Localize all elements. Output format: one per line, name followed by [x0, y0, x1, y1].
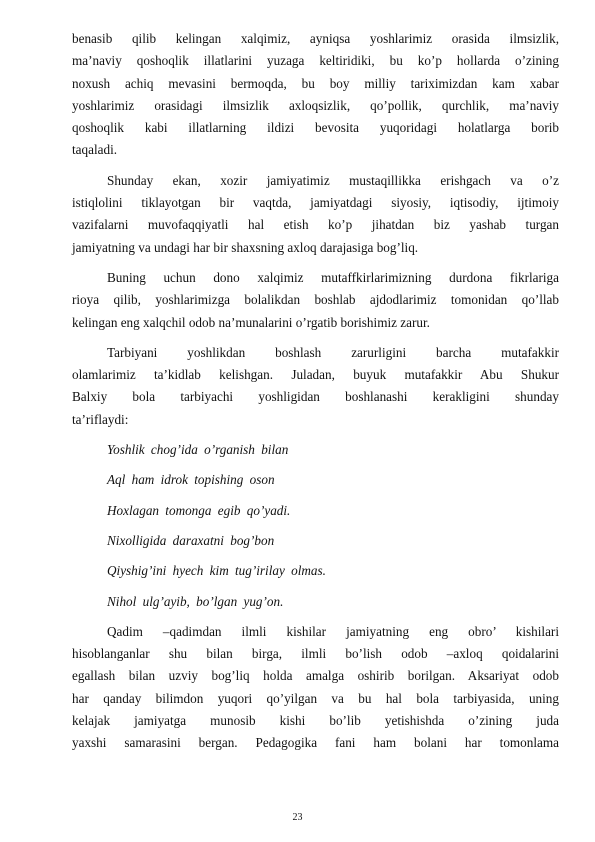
text-line: Buning uchun dono xalqimiz mutaffkirlarimizning durdona fikrlariga: [107, 269, 559, 285]
text-line: har qanday bilimdon yuqori qo’yilgan va bu hal bola tarbiyasida, uning: [72, 690, 559, 706]
text-line: yaxshi samarasini bergan. Pedagogika fani ham bolani har tomonlama: [72, 735, 559, 751]
paragraph-5: [72, 621, 559, 755]
text-line: rioya qilib, yoshlarimizga bolalikdan boshlab ajdodlarimiz tomonidan qo’llab: [72, 292, 559, 308]
text-line: olamlarimiz ta’kidlab kelishgan. Juladan, buyuk mutafakkir Abu Shukur: [72, 367, 559, 383]
text-line: benasib qilib kelingan xalqimiz, ayniqsa yoshlarimiz orasida ilmsizlik,: [72, 31, 559, 46]
text-line: Balxiy bola tarbiyachi yoshligidan boshlanashi kerakligini shunday: [72, 389, 559, 405]
verse-line: Yoshlik chog’ida o’rganish bilan: [107, 442, 289, 458]
text-line: Qadim –qadimdan ilmli kishilar jamiyatning eng obro’ kishilari: [107, 623, 559, 639]
text-line: yoshlarimiz orasidagi ilmsizlik axloqsizlik, qo’pollik, qurchlik, ma’naviy: [72, 97, 559, 113]
poem-quote: [72, 439, 559, 613]
text-line: qoshoqlik kabi illatlarning ildizi bevosita yuqoridagi holatlarga borib: [72, 120, 559, 136]
paragraph-4: [72, 342, 559, 431]
verse-line: Nixolligida daraxatni bog’bon: [107, 532, 275, 548]
text-line: noxush achiq mevasini bermoqda, bu boy milliy tariximizdan kam xabar: [72, 75, 559, 91]
text-line: istiqlolini tiklayotgan bir vaqtda, jamiyatdagi siyosiy, iqtisodiy, ijtimoiy: [72, 195, 559, 211]
document-page: [72, 28, 559, 763]
text-line: taqaladi.: [72, 142, 118, 158]
text-line: egallash bilan uzviy bog’liq holda amalga oshirib borilgan. Aksariyat odob: [72, 668, 559, 684]
text-line: Tarbiyani yoshlikdan boshlash zarurligini barcha mutafakkir: [107, 344, 559, 360]
text-line: ma’naviy qoshoqlik illatlarini yuzaga keltiridiki, bu ko’p hollarda o’zining: [72, 53, 559, 69]
text-line: hisoblanganlar shu bilan birga, ilmli bo’lish odob –axloq qoidalarini: [72, 646, 559, 662]
verse-line: Hoxlagan tomonga egib qo’yadi.: [107, 502, 291, 518]
text-line: ta’riflaydi:: [72, 411, 129, 427]
text-line: Shunday ekan, xozir jamiyatimiz mustaqillikka erishgach va o’z: [107, 172, 559, 188]
text-line: kelajak jamiyatga munosib kishi bo’lib yetishishda o’zining juda: [72, 713, 559, 729]
text-line: kelingan eng xalqchil odob na’munalarini o’rgatib borishimiz zarur.: [72, 314, 430, 330]
paragraph-1: [72, 28, 559, 162]
page-number: 23: [292, 812, 303, 823]
text-line: jamiyatning va undagi har bir shaxsning axloq darajasiga bog’liq.: [72, 239, 419, 255]
verse-line: Qiyshig’ini hyech kim tug’irilay olmas.: [107, 563, 326, 579]
text-line: vazifalarni muvofaqqiyatli hal etish ko’p jihatdan biz yashab turgan: [72, 217, 559, 233]
paragraph-2: [72, 170, 559, 259]
paragraph-3: [72, 267, 559, 334]
verse-line: Nihol ulg’ayib, bo’lgan yug’on.: [107, 593, 284, 609]
verse-line: Aql ham idrok topishing oson: [107, 472, 275, 488]
